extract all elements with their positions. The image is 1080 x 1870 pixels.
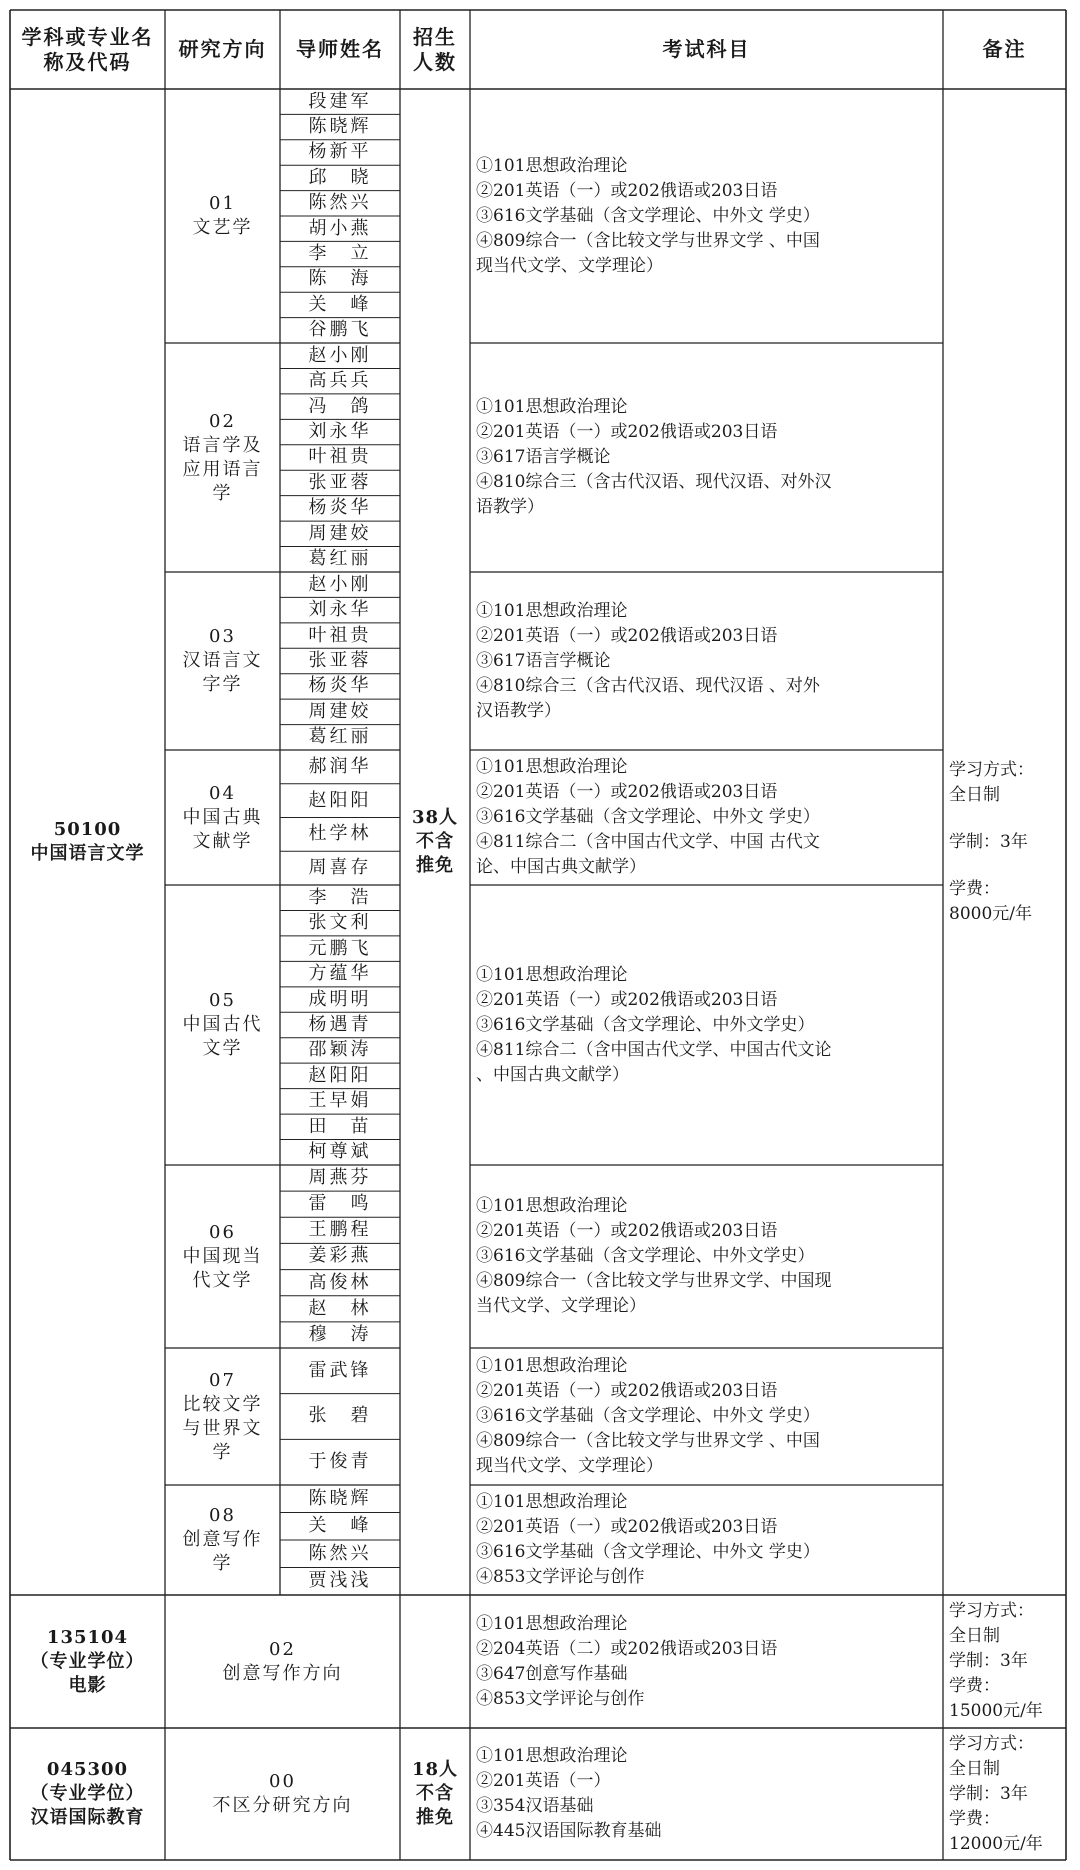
program-quota-line: 不含	[416, 1783, 454, 1804]
exam-subjects	[470, 750, 943, 885]
program-note	[943, 89, 1066, 1595]
program-note	[943, 1728, 1066, 1860]
program-major-line: 中国语言文学	[30, 843, 145, 864]
program-note-line: 学制：3年	[949, 1783, 1028, 1804]
mentor-name-line: 杨遇青	[308, 1013, 372, 1035]
exam-subjects-line: ①101思想政治理论	[476, 1196, 628, 1216]
program-note-line: 全日制	[949, 1758, 1000, 1779]
mentor-name-line: 关 峰	[308, 293, 372, 315]
program-note-line: 学制：3年	[949, 831, 1028, 852]
mentor-name-line: 邱 晓	[308, 166, 372, 188]
mentor-name	[280, 1439, 400, 1485]
mentor-name-line: 葛红丽	[308, 548, 372, 570]
mentor-name-line: 周喜存	[308, 857, 372, 879]
program-note-line: 学费：	[949, 1808, 1000, 1829]
mentor-name-line: 关 峰	[308, 1515, 372, 1537]
exam-subjects-line: 当代文学、文学理论）	[476, 1296, 646, 1316]
exam-subjects-line: ④445汉语国际教育基础	[476, 1821, 662, 1841]
exam-subjects-line: 论、中国古典文献学）	[476, 857, 646, 877]
program-major-line: 135104	[46, 1626, 129, 1648]
mentor-name	[280, 1568, 400, 1596]
exam-subjects-line: ②201英语（一）或202俄语或203日语	[476, 180, 778, 201]
header-note-line: 备注	[982, 37, 1027, 61]
mentor-name	[280, 1243, 400, 1269]
mentor-name	[280, 1540, 400, 1568]
exam-subjects	[470, 572, 943, 750]
mentor-name	[280, 818, 400, 852]
mentor-name	[280, 885, 400, 910]
exam-subjects-line: ②204英语（二）或202俄语或203日语	[476, 1638, 778, 1659]
exam-subjects-line: ①101思想政治理论	[476, 397, 628, 417]
program-note-line: 15000元/年	[949, 1701, 1043, 1721]
mentor-name-line: 柯尊斌	[308, 1141, 372, 1163]
mentor-name-line: 贾浅浅	[308, 1570, 372, 1592]
mentor-name-line: 赵 林	[308, 1297, 372, 1319]
direction-label	[165, 750, 280, 885]
header-mentor	[280, 10, 400, 89]
mentor-name-line: 方蕴华	[308, 963, 372, 985]
program-note-line: 学制：3年	[949, 1651, 1028, 1671]
direction-label-line: 01	[209, 193, 236, 214]
mentor-name	[280, 1485, 400, 1513]
program-quota	[400, 89, 470, 1595]
mentor-name	[280, 318, 400, 343]
header-note	[943, 10, 1066, 89]
exam-subjects-line: ④811综合二（含中国古代文学、中国古代文论	[476, 1039, 832, 1060]
mentor-name-line: 刘永华	[308, 599, 372, 621]
mentor-name	[280, 470, 400, 495]
mentor-name	[280, 547, 400, 572]
mentor-name	[280, 674, 400, 699]
header-mentor-line: 导师姓名	[296, 37, 384, 61]
mentor-name	[280, 1348, 400, 1394]
exam-subjects-line: ①101思想政治理论	[476, 1492, 628, 1512]
mentor-name-line: 王早娟	[308, 1090, 372, 1112]
header-major-line: 学科或专业名	[21, 24, 154, 49]
program-major-line: （专业学位）	[30, 1650, 145, 1672]
mentor-name	[280, 1038, 400, 1063]
exam-subjects-line: 现当代文学、文学理论）	[476, 1456, 663, 1476]
program-major	[10, 1728, 165, 1860]
mentor-name	[280, 140, 400, 165]
header-major	[10, 10, 165, 89]
exam-subjects-line: ②201英语（一）或202俄语或203日语	[476, 422, 778, 442]
program-note-line: 学习方式：	[949, 759, 1034, 780]
mentor-name-line: 段建军	[308, 90, 372, 112]
exam-subjects-line: ③616文学基础（含文学理论、中外文 学史）	[476, 1406, 820, 1426]
direction-label	[165, 1728, 400, 1860]
mentor-name-line: 周建姣	[308, 522, 372, 544]
mentor-name-line: 姜彩燕	[308, 1245, 372, 1267]
direction-label-line: 中国现当	[182, 1245, 263, 1267]
exam-subjects	[470, 1595, 943, 1728]
exam-subjects-line: ①101思想政治理论	[476, 1746, 628, 1766]
exam-subjects	[470, 885, 943, 1165]
direction-label-line: 中国古典	[182, 806, 263, 828]
mentor-name	[280, 1165, 400, 1191]
direction-label-line: 汉语言文	[182, 650, 263, 671]
mentor-name-line: 胡小燕	[308, 217, 372, 239]
program-major	[10, 1595, 165, 1728]
mentor-name-line: 赵小刚	[308, 573, 372, 595]
program-major-line: 电影	[68, 1674, 107, 1696]
mentor-name-line: 成明明	[308, 988, 372, 1010]
mentor-name	[280, 623, 400, 648]
direction-label-line: 代文学	[192, 1269, 253, 1291]
mentor-name	[280, 1217, 400, 1243]
mentor-name-line: 陈 海	[308, 268, 372, 290]
program-note-line: 12000元/年	[949, 1833, 1043, 1854]
exam-subjects-line: ①101思想政治理论	[476, 1613, 628, 1634]
direction-label-line: 学	[212, 482, 233, 504]
mentor-name	[280, 1140, 400, 1165]
program-quota	[400, 1728, 470, 1860]
mentor-name	[280, 936, 400, 961]
mentor-name	[280, 496, 400, 521]
mentor-name-line: 张亚蓉	[308, 471, 372, 493]
mentor-name	[280, 216, 400, 241]
exam-subjects-line: ④810综合三（含古代汉语、现代汉语 、对外	[476, 675, 820, 696]
exam-subjects-line: ②201英语（一）或202俄语或203日语	[476, 1221, 778, 1241]
exam-subjects-line: ③616文学基础（含文学理论、中外文学史）	[476, 1246, 815, 1266]
exam-subjects-line: ①101思想政治理论	[476, 155, 628, 176]
direction-label-line: 学	[212, 1441, 233, 1463]
program-quota-line: 不含	[416, 831, 454, 852]
exam-subjects-line: ③354汉语基础	[476, 1796, 594, 1816]
exam-subjects-line: ④853文学评论与创作	[476, 1567, 645, 1587]
exam-subjects	[470, 1728, 943, 1860]
mentor-name	[280, 191, 400, 216]
direction-label-line: 语言学及	[182, 434, 263, 456]
mentor-name-line: 周建姣	[308, 700, 372, 722]
mentor-name-line: 张亚蓉	[308, 649, 372, 671]
mentor-name-line: 陈晓辉	[308, 116, 372, 138]
direction-label-line: 文艺学	[192, 217, 253, 238]
exam-subjects-line: ③616文学基础（含文学理论、中外文学史）	[476, 1014, 815, 1035]
mentor-name-line: 赵阳阳	[308, 789, 372, 811]
direction-label-line: 文学	[202, 1038, 243, 1059]
header-exam	[470, 10, 943, 89]
direction-label-line: 字学	[202, 674, 243, 695]
exam-subjects-line: 语教学）	[476, 497, 544, 517]
program-note-line: 全日制	[949, 1626, 1000, 1646]
mentor-name	[280, 851, 400, 885]
exam-subjects-line: ③617语言学概论	[476, 650, 611, 671]
direction-label	[165, 885, 280, 1165]
mentor-name-line: 张文利	[308, 912, 372, 934]
mentor-name-line: 雷武锋	[308, 1359, 372, 1381]
mentor-name-line: 刘永华	[308, 421, 372, 443]
mentor-name-line: 冯 鸽	[308, 395, 372, 417]
exam-subjects	[470, 89, 943, 343]
mentor-name	[280, 1114, 400, 1139]
mentor-name-line: 葛红丽	[308, 726, 372, 748]
mentor-name-line: 田 苗	[308, 1115, 372, 1137]
exam-subjects-line: 汉语教学）	[476, 700, 561, 721]
exam-subjects-line: ③647创意写作基础	[476, 1663, 628, 1684]
mentor-name-line: 谷鹏飞	[308, 319, 372, 341]
mentor-name-line: 高俊林	[308, 1271, 372, 1293]
direction-label-line: 00	[269, 1771, 296, 1792]
exam-subjects-line: ④809综合一（含比较文学与世界文学、中国现	[476, 1271, 832, 1291]
exam-subjects-line: ③616文学基础（含文学理论、中外文 学史）	[476, 1542, 820, 1562]
mentor-name	[280, 292, 400, 317]
direction-label-line: 学	[212, 1553, 233, 1574]
exam-subjects-line: ①101思想政治理论	[476, 600, 628, 621]
mentor-name-line: 邵颖涛	[308, 1039, 372, 1061]
mentor-name-line: 陈然兴	[308, 192, 372, 214]
direction-label	[165, 572, 280, 750]
exam-subjects-line: ①101思想政治理论	[476, 1356, 628, 1376]
mentor-name	[280, 572, 400, 597]
mentor-name-line: 杨炎华	[308, 497, 372, 519]
mentor-name-line: 张 碧	[308, 1405, 372, 1427]
program-quota-line: 18人	[411, 1759, 459, 1780]
mentor-name	[280, 961, 400, 986]
direction-label-line: 02	[209, 410, 236, 432]
exam-subjects-line: ③616文学基础（含文学理论、中外文 学史）	[476, 807, 820, 827]
direction-label-line: 创意写作	[182, 1529, 263, 1550]
exam-subjects	[470, 1165, 943, 1348]
mentor-name-line: 王鹏程	[308, 1219, 372, 1241]
direction-label-line: 08	[209, 1505, 236, 1526]
direction-label-line: 文献学	[192, 830, 253, 852]
direction-label-line: 创意写作方向	[222, 1662, 343, 1684]
program-note-line: 学习方式：	[949, 1733, 1034, 1754]
program-note-line: 学费：	[949, 1676, 1000, 1696]
mentor-name	[280, 725, 400, 750]
exam-subjects	[470, 1485, 943, 1595]
exam-subjects-line: ②201英语（一）	[476, 1771, 611, 1791]
mentor-name	[280, 648, 400, 673]
mentor-name-line: 李 浩	[308, 886, 372, 908]
mentor-name-line: 穆 涛	[308, 1323, 372, 1345]
program-major-line: （专业学位）	[30, 1783, 145, 1804]
direction-label	[165, 89, 280, 343]
program-note-line: 全日制	[949, 784, 1000, 805]
mentor-name-line: 陈然兴	[308, 1542, 372, 1564]
program-major-line: 汉语国际教育	[30, 1807, 145, 1828]
program-major	[10, 89, 165, 1595]
program-note	[943, 1595, 1066, 1728]
exam-subjects-line: ①101思想政治理论	[476, 757, 628, 777]
mentor-name-line: 元鹏飞	[308, 937, 372, 959]
exam-subjects-line: 现当代文学、文学理论）	[476, 255, 663, 276]
mentor-name	[280, 1191, 400, 1217]
program-note-line: 学费：	[949, 878, 1000, 899]
exam-subjects-line: ②201英语（一）或202俄语或203日语	[476, 625, 778, 646]
direction-label-line: 应用语言	[182, 458, 263, 480]
mentor-name	[280, 267, 400, 292]
mentor-name	[280, 1296, 400, 1322]
mentor-name-line: 叶祖贵	[308, 624, 372, 646]
exam-subjects-line: ④809综合一（含比较文学与世界文学 、中国	[476, 230, 820, 251]
exam-subjects	[470, 1348, 943, 1485]
exam-subjects-line: ③617语言学概论	[476, 447, 611, 467]
direction-label-line: 04	[209, 782, 236, 804]
mentor-name-line: 陈晓辉	[308, 1487, 372, 1509]
direction-label-line: 06	[209, 1221, 236, 1243]
exam-subjects-line: ①101思想政治理论	[476, 964, 628, 985]
mentor-name	[280, 1089, 400, 1114]
mentor-name-line: 赵阳阳	[308, 1064, 372, 1086]
mentor-name-line: 李 立	[308, 243, 372, 265]
mentor-name	[280, 597, 400, 622]
mentor-name	[280, 241, 400, 266]
header-quota-line: 人数	[413, 49, 457, 74]
program-major-line: 50100	[53, 819, 122, 840]
exam-subjects-line: ④811综合二（含中国古代文学、中国 古代文	[476, 832, 820, 852]
mentor-name	[280, 165, 400, 190]
exam-subjects-line: ②201英语（一）或202俄语或203日语	[476, 1517, 778, 1537]
direction-label-line: 03	[209, 626, 236, 647]
mentor-name	[280, 1063, 400, 1088]
mentor-name	[280, 987, 400, 1012]
exam-subjects	[470, 343, 943, 572]
direction-label	[165, 343, 280, 572]
mentor-name-line: 于俊青	[308, 1451, 372, 1473]
mentor-name	[280, 1394, 400, 1440]
mentor-name	[280, 1513, 400, 1541]
mentor-name-line: 周燕芬	[308, 1167, 372, 1189]
mentor-name-line: 杨新平	[308, 141, 372, 163]
direction-label	[165, 1348, 280, 1485]
direction-label-line: 05	[209, 990, 236, 1011]
mentor-name	[280, 1322, 400, 1348]
direction-label-line: 02	[269, 1638, 296, 1660]
program-quota-line: 推免	[416, 855, 454, 876]
direction-label-line: 比较文学	[182, 1393, 263, 1415]
exam-subjects-line: ④809综合一（含比较文学与世界文学 、中国	[476, 1431, 820, 1451]
header-quota-line: 招生	[413, 24, 457, 49]
mentor-name	[280, 394, 400, 419]
mentor-name	[280, 343, 400, 368]
mentor-name	[280, 1270, 400, 1296]
program-quota-line: 推免	[416, 1807, 454, 1828]
mentor-name-line: 高兵兵	[308, 370, 372, 392]
program-note-line: 学习方式：	[949, 1601, 1034, 1621]
mentor-name	[280, 699, 400, 724]
mentor-name	[280, 445, 400, 470]
program-major-line: 045300	[46, 1759, 129, 1780]
mentor-name	[280, 910, 400, 935]
exam-subjects-line: ②201英语（一）或202俄语或203日语	[476, 1381, 778, 1401]
exam-subjects-line: ④853文学评论与创作	[476, 1688, 645, 1709]
direction-label	[165, 1165, 280, 1348]
direction-label	[165, 1485, 280, 1595]
mentor-name	[280, 114, 400, 139]
program-quota-line: 38人	[411, 807, 459, 828]
header-exam-line: 考试科目	[662, 37, 751, 61]
mentor-name-line: 雷 鸣	[308, 1193, 372, 1215]
program-note-line: 8000元/年	[949, 903, 1032, 924]
header-major-line: 称及代码	[43, 49, 132, 74]
direction-label-line: 中国古代	[182, 1014, 263, 1035]
mentor-name	[280, 1012, 400, 1037]
exam-subjects-line: ②201英语（一）或202俄语或203日语	[476, 782, 778, 802]
exam-subjects-line: 、中国古典文献学）	[476, 1064, 629, 1085]
direction-label-line: 不区分研究方向	[212, 1795, 353, 1816]
direction-label	[165, 1595, 400, 1728]
mentor-name	[280, 750, 400, 784]
direction-label-line: 07	[209, 1369, 236, 1391]
exam-subjects-line: ④810综合三（含古代汉语、现代汉语、对外汉	[476, 472, 832, 492]
mentor-name	[280, 89, 400, 114]
mentor-name	[280, 784, 400, 818]
mentor-name-line: 叶祖贵	[308, 446, 372, 468]
mentor-name	[280, 368, 400, 393]
mentor-name	[280, 419, 400, 444]
mentor-name-line: 杜学林	[308, 823, 372, 845]
mentor-name-line: 杨炎华	[308, 675, 372, 697]
mentor-name-line: 赵小刚	[308, 344, 372, 366]
header-quota	[400, 10, 470, 89]
mentor-name	[280, 521, 400, 546]
header-direction	[165, 10, 280, 89]
header-direction-line: 研究方向	[178, 37, 267, 61]
direction-label-line: 与世界文	[182, 1417, 263, 1439]
mentor-name-line: 郝润华	[308, 755, 372, 777]
exam-subjects-line: ③616文学基础（含文学理论、中外文 学史）	[476, 205, 820, 226]
exam-subjects-line: ②201英语（一）或202俄语或203日语	[476, 989, 778, 1010]
